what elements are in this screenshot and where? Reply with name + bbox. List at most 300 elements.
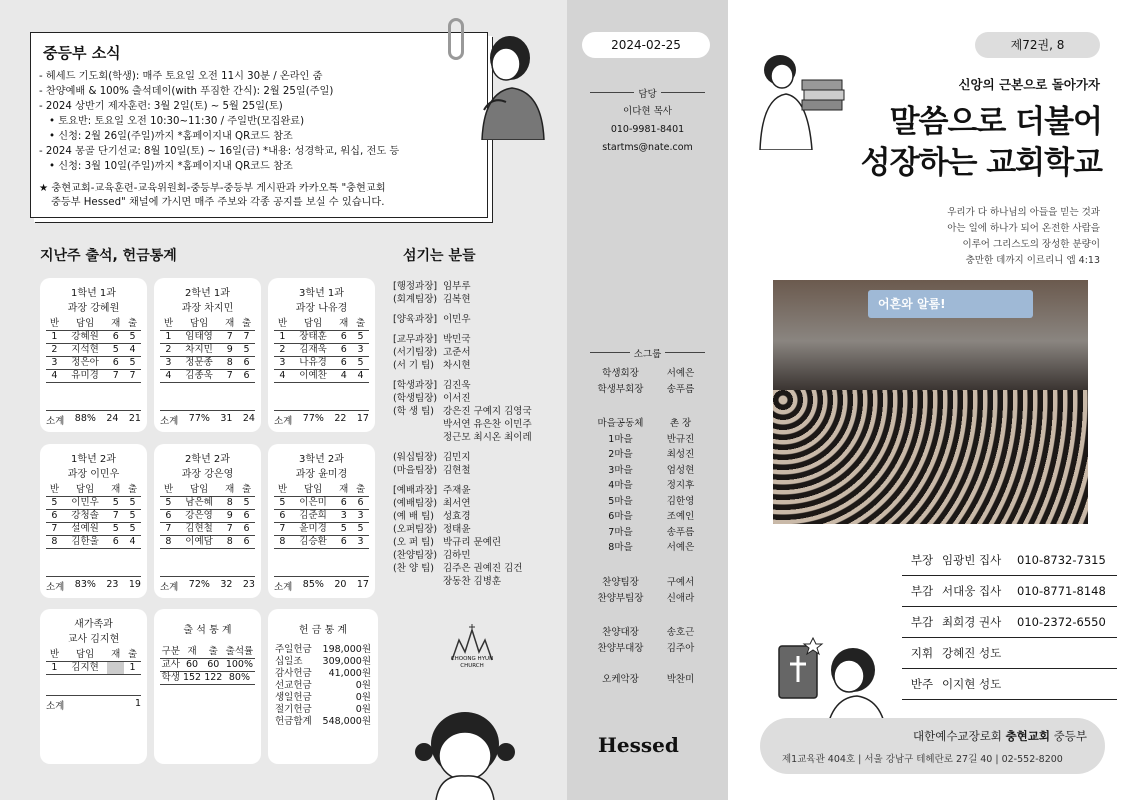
cell: 6	[238, 523, 255, 536]
serve-names: 김하민	[443, 550, 471, 561]
card-sum	[274, 576, 369, 593]
staff-name: 서대웅 집사	[942, 584, 1002, 598]
cell: 5	[238, 497, 255, 510]
serve-names: 고준서	[443, 347, 471, 358]
church-bold: 충현교회	[1005, 729, 1051, 743]
group-name: 송푸름	[666, 383, 695, 395]
staff-phone: 010-2372-6550	[1017, 615, 1106, 629]
staff-name: 임광빈 집사	[942, 553, 1002, 567]
staff-row	[902, 669, 1117, 700]
staff-role: 부감	[910, 584, 934, 598]
th: 출석률	[225, 646, 254, 657]
cell: 5	[46, 497, 63, 510]
class-table	[46, 484, 141, 549]
cell: 장태훈	[291, 331, 335, 344]
sum-cell: 88%	[74, 413, 96, 424]
church-pre: 대한예수교장로회	[913, 729, 1006, 743]
table-row	[274, 523, 369, 536]
card-lead: 과장 강은영	[181, 469, 234, 480]
cell: 5	[335, 523, 352, 536]
card-title: 새가족과	[74, 619, 113, 630]
cell: 5	[160, 497, 177, 510]
th: 재	[107, 484, 124, 497]
cell: 6	[107, 331, 124, 344]
cell: 198,000원	[322, 644, 371, 655]
th: 출	[124, 318, 141, 331]
th: 출	[238, 318, 255, 331]
cell: 0원	[355, 680, 371, 691]
cell: 8	[221, 536, 238, 549]
cell: 5	[107, 497, 124, 510]
group-row	[593, 672, 703, 688]
serve-role: (마을팀장)	[393, 465, 438, 476]
staff-phone: 010-8771-8148	[1017, 584, 1106, 598]
address-line: 제1교육관 404호 | 서울 강남구 테헤란로 27길 40 | 02-552-8200	[782, 754, 1063, 765]
serve-role	[393, 431, 443, 444]
serve-row	[393, 313, 563, 326]
staff-role: 반주	[910, 677, 934, 691]
serve-title: 섬기는 분들	[403, 248, 476, 264]
card-title: 3학년 2과	[299, 454, 344, 465]
verse-line: 우리가 다 하나님의 아들을 믿는 것과	[947, 207, 1100, 218]
sum-cell: 17	[356, 579, 369, 590]
group-name: 촌 장	[669, 418, 692, 429]
cell: 1	[274, 331, 291, 344]
photo-banner: 어흔와 알롬!	[868, 290, 1033, 318]
staff-role: 부감	[910, 615, 934, 629]
group-row	[593, 447, 703, 463]
cell: 5	[124, 357, 141, 370]
table-row	[274, 357, 369, 370]
notice-line: - 헤세드 기도회(학생): 매주 토요일 오전 11시 30분 / 온라인 줌	[39, 71, 323, 82]
class-card	[268, 444, 375, 598]
cell: 5	[274, 497, 291, 510]
group-name: 송푸름	[666, 526, 695, 538]
sum-cell: 소계	[46, 416, 65, 427]
serve-row	[393, 562, 563, 575]
cell: 3	[160, 357, 177, 370]
attendance-title: 출 석 통 계	[183, 625, 232, 636]
cell: 헌금합계	[275, 716, 312, 727]
th: 반	[46, 649, 63, 662]
serve-role: (회계팀장)	[393, 294, 438, 305]
th: 재	[107, 649, 124, 662]
sum-cell: 23	[106, 579, 119, 590]
cell: 548,000원	[322, 716, 371, 727]
offering-card	[268, 609, 378, 764]
group-row	[593, 575, 703, 591]
card-title: 2학년 2과	[185, 454, 230, 465]
cell: 교사	[161, 659, 180, 670]
table-row	[46, 344, 141, 357]
th: 재	[181, 646, 202, 659]
card-sum	[274, 410, 369, 427]
serve-role: (워십팀장)	[393, 452, 438, 463]
th: 출	[352, 484, 369, 497]
group-name: 최성진	[666, 449, 695, 460]
cell: 5	[124, 331, 141, 344]
cell: 7	[46, 523, 63, 536]
table-row	[160, 523, 255, 536]
sum-cell: 77%	[188, 413, 210, 424]
th: 담임	[177, 484, 221, 497]
orchestra-list	[593, 672, 703, 688]
group-row	[593, 509, 703, 525]
cell: 학생	[161, 672, 180, 683]
sum-cell: 소계	[274, 582, 293, 593]
th: 출	[203, 646, 224, 659]
group-role: 찬양팀장	[602, 577, 639, 588]
th: 재	[335, 318, 352, 331]
sum-cell: 83%	[74, 579, 96, 590]
card-sum	[160, 410, 255, 427]
cell: 4	[46, 370, 63, 383]
table-row	[46, 331, 141, 344]
cell: 152	[182, 672, 202, 683]
address-box	[760, 718, 1105, 774]
serve-row	[393, 523, 563, 536]
cell	[107, 662, 124, 675]
th: 출	[124, 484, 141, 497]
cell: 김준희	[291, 510, 335, 523]
cell: 8	[46, 536, 63, 549]
group-name: 서예은	[666, 542, 695, 553]
cell: 6	[335, 497, 352, 510]
crowd	[773, 390, 1088, 524]
card-lead: 과장 윤미경	[295, 469, 348, 480]
cell: 김현철	[177, 523, 221, 536]
class-card	[154, 278, 261, 432]
table-row	[274, 344, 369, 357]
class-card	[40, 278, 147, 432]
group-name: 박찬미	[666, 674, 695, 685]
table-row	[160, 331, 255, 344]
serve-names: 김현철	[443, 465, 471, 476]
th: 재	[221, 484, 238, 497]
table-row	[274, 536, 369, 549]
cell: 김한울	[63, 536, 107, 549]
group-row	[593, 625, 703, 641]
cell: 2	[274, 344, 291, 357]
cell: 309,000원	[322, 656, 371, 667]
cell: 41,000원	[328, 668, 371, 679]
manager-email[interactable]: startms@nate.com	[602, 142, 693, 153]
cell: 5	[238, 344, 255, 357]
cell: 7	[124, 370, 141, 383]
sum-cell: 85%	[302, 579, 324, 590]
card-lead: 과장 이민우	[67, 469, 120, 480]
cell: 4	[352, 370, 369, 383]
cell: 생일헌금	[275, 692, 312, 703]
table-row	[274, 510, 369, 523]
serve-names: 최서연	[443, 498, 471, 509]
cell: 7	[107, 510, 124, 523]
girl-illustration-icon	[462, 30, 548, 140]
cell: 6	[238, 536, 255, 549]
th: 담임	[63, 649, 107, 662]
sum-cell: 77%	[302, 413, 324, 424]
cell: 김종욱	[177, 370, 221, 383]
cell: 유미경	[63, 370, 107, 383]
sum-cell: 소계	[160, 582, 179, 593]
cell: 4	[274, 370, 291, 383]
staff-row	[902, 607, 1117, 638]
church-name	[913, 728, 1087, 744]
manager-heading	[590, 89, 705, 100]
staff-list	[902, 545, 1117, 700]
serve-names: 성효경	[443, 511, 471, 522]
card-title: 3학년 1과	[299, 288, 344, 299]
staff-row	[902, 545, 1117, 576]
group-name: 정지후	[666, 480, 695, 491]
staff-name: 강혜진 성도	[942, 646, 1002, 660]
table-row	[46, 536, 141, 549]
serve-row	[393, 451, 563, 464]
table-row	[46, 357, 141, 370]
manager-head-label: 담당	[634, 89, 660, 100]
sum-cell: 17	[356, 413, 369, 424]
cell: 이예담	[177, 536, 221, 549]
class-table	[160, 484, 255, 549]
table-row	[46, 370, 141, 383]
group-role: 2마을	[608, 449, 633, 460]
sum-cell: 21	[128, 413, 141, 424]
cell: 강혜원	[63, 331, 107, 344]
card-title: 1학년 2과	[71, 454, 116, 465]
serve-row	[393, 405, 563, 418]
cell: 6	[274, 510, 291, 523]
cell: 6	[335, 344, 352, 357]
card-lead: 과장 차지민	[181, 303, 234, 314]
cell: 7	[221, 331, 238, 344]
table-row	[46, 510, 141, 523]
cell: 5	[107, 344, 124, 357]
group-role: 3마을	[608, 464, 633, 476]
notice-footer-line: ★ 충현교회-교육훈련-교육위원회-중등부-중등부 게시판과 카카오톡 "충현교회	[39, 183, 386, 194]
cell: 3	[352, 536, 369, 549]
offering-table	[274, 644, 372, 728]
cell: 7	[274, 523, 291, 536]
group-row	[593, 641, 703, 657]
group-name: 서예은	[666, 368, 695, 379]
group-row	[593, 366, 703, 382]
cell: 윤미경	[291, 523, 335, 536]
serve-row	[393, 346, 563, 359]
card-title: 2학년 1과	[185, 288, 230, 299]
sum-cell: 19	[128, 579, 141, 590]
serve-names: 김주은 권예진 김건	[443, 563, 523, 574]
smallgroup-head-label: 소그룹	[630, 349, 666, 360]
th: 출	[124, 649, 141, 662]
volume-pill: 제72권, 8	[975, 32, 1100, 58]
cell: 7	[221, 370, 238, 383]
group-role: 학생회장	[602, 368, 639, 379]
bible-verse	[880, 205, 1100, 269]
sum-cell: 32	[220, 579, 233, 590]
cell: 5	[107, 523, 124, 536]
serve-row	[393, 575, 563, 588]
notice-line: • 신청: 2월 26일(주일)까지 *홈페이지내 QR코드 참조	[49, 131, 293, 142]
cell: 정문종	[177, 357, 221, 370]
verse-line: 이루어 그리스도의 장성한 분량이	[962, 239, 1100, 250]
cell: 6	[335, 357, 352, 370]
card-lead: 교사 김지현	[67, 634, 120, 645]
group-row	[593, 382, 703, 398]
group-row	[593, 463, 703, 479]
cell: 십일조	[275, 656, 303, 667]
cell: 60	[203, 659, 224, 672]
th: 재	[221, 318, 238, 331]
staff-name: 이지현 성도	[942, 677, 1002, 691]
group-name: 김주아	[666, 642, 695, 654]
choir-list	[593, 575, 703, 606]
sum-cell: 23	[242, 579, 255, 590]
cell: 나유경	[291, 357, 335, 370]
cell: 4	[335, 370, 352, 383]
cell: 6	[352, 497, 369, 510]
sum-cell: 72%	[188, 579, 210, 590]
serve-role	[393, 418, 443, 431]
serve-row	[393, 280, 563, 293]
cell: 이예찬	[291, 370, 335, 383]
group-name: 반규진	[666, 433, 695, 445]
cell: 선교헌금	[275, 680, 312, 691]
th: 반	[160, 318, 177, 331]
villages-list	[593, 416, 703, 556]
cell: 80%	[224, 672, 255, 685]
serve-names: 차시현	[443, 360, 471, 371]
class-card	[154, 444, 261, 598]
cell: 1	[46, 331, 63, 344]
notice-box	[30, 32, 488, 218]
sum-cell: 소계	[160, 416, 179, 427]
serve-role: (예배팀장)	[393, 498, 438, 509]
smallgroup-heading	[590, 349, 705, 360]
cell: 8	[221, 357, 238, 370]
cell: 60	[181, 659, 202, 672]
notice-line: - 2024 몽골 단기선교: 8월 10일(토) ~ 16일(금) *내용: 성경학교, 워십, 전도 등	[39, 146, 400, 157]
cell: 3	[46, 357, 63, 370]
group-row	[593, 540, 703, 556]
officers-list	[593, 366, 703, 397]
class-card	[40, 444, 147, 598]
cell: 0원	[355, 692, 371, 703]
sum-cell: 22	[334, 413, 347, 424]
cell: 김지현	[63, 662, 107, 675]
sum-cell: 24	[106, 413, 119, 424]
cell: 5	[124, 523, 141, 536]
group-photo	[773, 280, 1088, 524]
group-role: 7마을	[608, 526, 633, 538]
group-name: 신애라	[666, 592, 695, 604]
manager-name: 이다현 목사	[623, 106, 672, 117]
cell: 2	[46, 344, 63, 357]
serve-role: (찬 양 팀)	[393, 563, 434, 574]
cell: 7	[221, 523, 238, 536]
group-role: 마을공동체	[597, 418, 644, 429]
serve-role: (학생팀장)	[393, 393, 438, 404]
cell: 4	[160, 370, 177, 383]
serve-role: (오퍼팀장)	[393, 524, 438, 535]
th: 반	[274, 318, 291, 331]
th: 반	[46, 484, 63, 497]
verse-line: 아는 일에 하나가 되어 온전한 사람을	[947, 223, 1100, 234]
serve-row	[393, 359, 563, 372]
date-pill: 2024-02-25	[582, 32, 710, 58]
th: 담임	[177, 318, 221, 331]
table-row	[160, 536, 255, 549]
title-line-2: 성장하는 교회학교	[860, 145, 1102, 181]
group-role: 학생부회장	[597, 383, 644, 395]
cell: 임태영	[177, 331, 221, 344]
th: 반	[274, 484, 291, 497]
sum-cell: 31	[220, 413, 233, 424]
th: 담임	[63, 484, 107, 497]
cell: 0원	[355, 704, 371, 715]
notice-line: - 2024 상반기 제자훈련: 3월 2일(토) ~ 5월 25일(토)	[39, 101, 283, 112]
serve-role	[393, 575, 443, 588]
group-name: 송호근	[666, 627, 695, 638]
notice-footer	[39, 182, 487, 210]
serve-role: [행정과장]	[393, 281, 438, 292]
card-sum	[46, 576, 141, 593]
table-row	[46, 497, 141, 510]
serve-names: 주재윤	[443, 485, 471, 496]
class-table	[274, 318, 369, 383]
table-row	[46, 523, 141, 536]
cell: 이은미	[291, 497, 335, 510]
serve-names: 이민우	[443, 314, 471, 325]
staff-role: 부장	[910, 553, 934, 567]
cell: 강은영	[177, 510, 221, 523]
group-row	[593, 525, 703, 541]
sum-cell: 20	[334, 579, 347, 590]
cell: 3	[274, 357, 291, 370]
group-role: 6마을	[608, 511, 633, 522]
cell: 3	[335, 510, 352, 523]
serve-names: 정태윤	[443, 524, 471, 535]
group-name: 조예인	[666, 511, 695, 522]
serve-names: 김진욱	[443, 380, 471, 391]
cell: 이민우	[63, 497, 107, 510]
cell: 5	[124, 510, 141, 523]
cell: 1	[124, 662, 141, 675]
serve-role: [교무과장]	[393, 334, 438, 345]
serve-row	[393, 497, 563, 510]
class-table	[46, 649, 141, 675]
serve-row	[393, 392, 563, 405]
cell: 3	[352, 344, 369, 357]
newfamily-card	[40, 609, 147, 764]
th: 반	[46, 318, 63, 331]
card-title: 1학년 1과	[71, 288, 116, 299]
cell: 5	[352, 331, 369, 344]
serve-row	[393, 549, 563, 562]
worship-list	[593, 625, 703, 656]
group-name: 김한영	[666, 495, 695, 507]
cell: 차지민	[177, 344, 221, 357]
serve-row	[393, 293, 563, 306]
staff-name: 최희경 권사	[942, 615, 1002, 629]
group-row	[593, 432, 703, 448]
group-role: 8마을	[608, 542, 633, 553]
th: 담임	[291, 318, 335, 331]
sum-cell: 24	[242, 413, 255, 424]
cell: 122	[204, 672, 223, 683]
cell: 설예원	[63, 523, 107, 536]
th: 담임	[63, 318, 107, 331]
class-table	[46, 318, 141, 383]
